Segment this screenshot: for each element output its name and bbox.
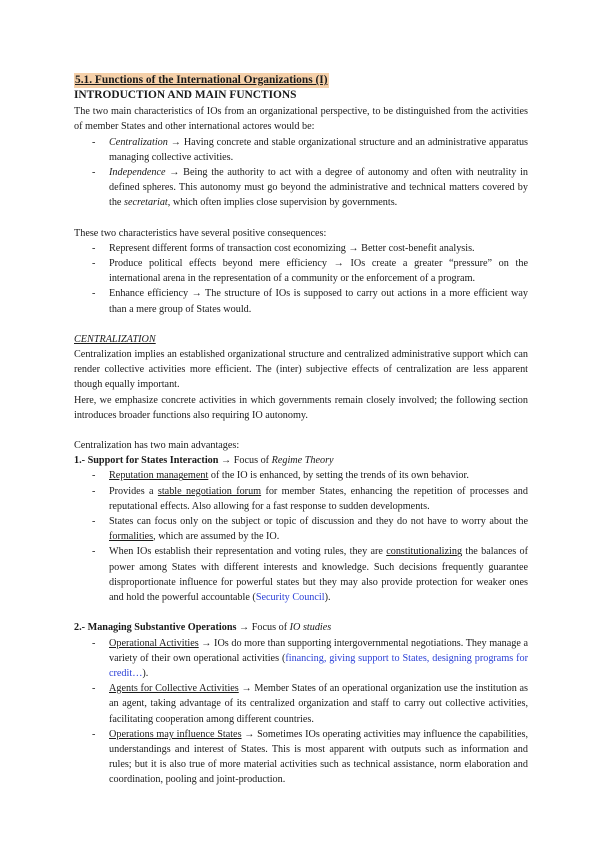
highlighted-example: financing, giving support to States, designing programs for credit… <box>109 652 528 679</box>
list-item: - Operational Activities → IOs do more than supporting intergovernmental negotiations. They manage a variety of their own operational activities (financing, giving support to States, designing programs for credit…). <box>109 636 528 682</box>
list-item: - Reputation management of the IO is enhanced, by setting the trends of its own behavior. <box>109 468 528 483</box>
centralization-paragraph: Here, we emphasize concrete activities in which governments remain closely involved; the following section introduces broader functions also requiring IO autonomy. <box>74 394 528 421</box>
list-item: - States can focus only on the subject or topic of discussion and they do not have to worry about the formalities, which are assumed by the IO. <box>109 514 528 544</box>
emphasis: secretariat <box>124 197 168 209</box>
list-item: - Enhance efficiency → The structure of IOs is supposed to carry out actions in a more efficient way than a mere group of States would. <box>109 286 528 316</box>
section1-list <box>74 468 528 605</box>
list-item: - Represent different forms of transaction cost economizing → Better cost-benefit analysis. <box>109 241 528 256</box>
section-heading: 5.1. Functions of the International Organizations (I) <box>75 74 328 86</box>
section2-title: 2.- Managing Substantive Operations → Focus of IO studies <box>74 622 332 634</box>
subheading: INTRODUCTION AND MAIN FUNCTIONS <box>74 89 297 102</box>
characteristics-list <box>74 135 528 211</box>
list-item: - Operations may influence States → Sometimes IOs operating activities may influence the capabilities, understandings and interest of States. This is most apparent with outputs such as information and rules; but it is also true of more material activities such as technical assistance, norm elaboration and coordination, pooling and joint-production. <box>109 727 528 788</box>
list-item: - Provides a stable negotiation forum for member States, enhancing the repetition of processes and reputational effects. Also allowing for a fast response to sudden developments. <box>109 484 528 514</box>
term: Centralization <box>109 136 168 148</box>
section2-list <box>74 636 528 788</box>
section1-title: 1.- Support for States Interaction → Focus of Regime Theory <box>74 455 334 467</box>
term: Independence <box>109 167 166 179</box>
consequences-list <box>74 241 528 317</box>
intro-paragraph: The two main characteristics of IOs from an organizational perspective, to be distinguished from the activities of member States and other international actores would be: <box>74 106 528 133</box>
centralization-paragraph: Centralization implies an established organizational structure and centralized administrative support which can render collective activities more efficient. The (inter) subjective effects of centralization are less apparent though equally important. <box>74 349 528 391</box>
highlighted-example: Security Council <box>255 592 325 604</box>
list-item: - Centralization → Having concrete and stable organizational structure and an administrative apparatus managing collective activities. <box>109 135 528 165</box>
advantages-intro: Centralization has two main advantages: <box>74 440 240 452</box>
list-item: - When IOs establish their representation and voting rules, they are constitutionalizing the balances of power among States with different interests and knowledge. Such decisions frequently guarantee disproportionate influence for powerful states but they may also provide protection for weaker ones and hold the powerful accountable (Security Council). <box>109 544 528 605</box>
consequences-intro: These two characteristics have several positive consequences: <box>74 227 327 239</box>
list-item: - Produce political effects beyond mere efficiency → IOs create a greater “pressure” on the international arena in the representation of a community or the enforcement of a program. <box>109 256 528 286</box>
list-item: - Independence → Being the authority to act with a degree of autonomy and often with neutrality in defined spheres. This autonomy must go beyond the administrative and technical matters covered by the secretariat, which often implies close supervision by governments. <box>109 165 528 211</box>
list-item: - Agents for Collective Activities → Member States of an operational organization use the institution as an agent, taking advantage of its centralized organization and staff to carry out collective activities, facilitating cooperation among different countries. <box>109 681 528 727</box>
centralization-title: CENTRALIZATION <box>74 333 156 345</box>
